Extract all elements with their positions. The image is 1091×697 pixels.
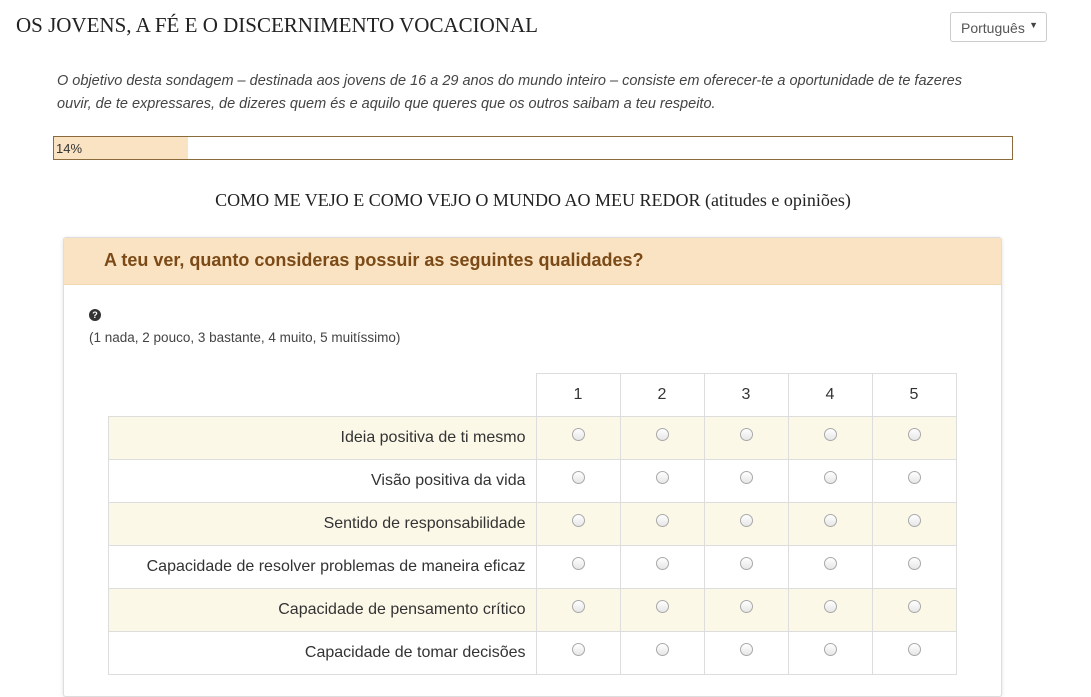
rating-cell[interactable]: [872, 460, 956, 503]
rating-cell[interactable]: [536, 417, 620, 460]
rating-cell[interactable]: [788, 417, 872, 460]
rating-radio[interactable]: [656, 514, 669, 527]
table-row: [109, 589, 957, 632]
rating-radio[interactable]: [824, 471, 837, 484]
rating-cell[interactable]: [704, 503, 788, 546]
rating-cell[interactable]: [704, 546, 788, 589]
rating-cell[interactable]: [620, 503, 704, 546]
rating-cell[interactable]: [872, 589, 956, 632]
rating-cell[interactable]: [620, 589, 704, 632]
matrix-corner: [109, 374, 537, 417]
rating-cell[interactable]: [788, 632, 872, 675]
section-title: COMO ME VEJO E COMO VEJO O MUNDO AO MEU REDOR (atitudes e opiniões): [215, 190, 851, 210]
table-row: [109, 417, 957, 460]
question-card: [63, 237, 1002, 697]
rating-radio[interactable]: [656, 428, 669, 441]
rating-radio[interactable]: [572, 600, 585, 613]
rating-radio[interactable]: [824, 557, 837, 570]
rating-radio[interactable]: [740, 600, 753, 613]
rating-cell[interactable]: [536, 589, 620, 632]
rating-cell[interactable]: [788, 589, 872, 632]
rating-cell[interactable]: [704, 589, 788, 632]
rating-cell[interactable]: [704, 460, 788, 503]
rating-cell[interactable]: [620, 546, 704, 589]
rating-cell[interactable]: [620, 417, 704, 460]
rating-cell[interactable]: [872, 632, 956, 675]
rating-radio[interactable]: [824, 514, 837, 527]
rating-radio[interactable]: [656, 557, 669, 570]
rating-radio[interactable]: [908, 557, 921, 570]
question-title: A teu ver, quanto consideras possuir as seguintes qualidades?: [104, 250, 644, 270]
rating-radio[interactable]: [908, 514, 921, 527]
rating-radio[interactable]: [572, 557, 585, 570]
rating-cell[interactable]: [536, 632, 620, 675]
rating-cell[interactable]: [788, 460, 872, 503]
rating-radio[interactable]: [824, 600, 837, 613]
rating-radio[interactable]: [572, 514, 585, 527]
rating-radio[interactable]: [824, 428, 837, 441]
column-header: 1: [536, 374, 620, 417]
rating-radio[interactable]: [572, 471, 585, 484]
table-row: [109, 632, 957, 675]
row-label: Capacidade de tomar decisões: [109, 632, 537, 675]
matrix-header-row: [109, 374, 957, 417]
rating-radio[interactable]: [572, 643, 585, 656]
rating-cell[interactable]: [620, 460, 704, 503]
question-help-text: (1 nada, 2 pouco, 3 bastante, 4 muito, 5 muitíssimo): [89, 330, 401, 345]
rating-radio[interactable]: [824, 643, 837, 656]
rating-cell[interactable]: [872, 546, 956, 589]
rating-radio[interactable]: [740, 428, 753, 441]
column-header: 5: [872, 374, 956, 417]
column-header: 4: [788, 374, 872, 417]
column-header: 2: [620, 374, 704, 417]
language-select[interactable]: [950, 12, 1047, 42]
rating-cell[interactable]: [536, 546, 620, 589]
rating-matrix: [108, 373, 957, 675]
rating-radio[interactable]: [908, 428, 921, 441]
rating-cell[interactable]: [872, 503, 956, 546]
rating-cell[interactable]: [620, 632, 704, 675]
row-label: Ideia positiva de ti mesmo: [109, 417, 537, 460]
rating-radio[interactable]: [740, 514, 753, 527]
chevron-down-icon: ▼: [1029, 20, 1038, 30]
rating-cell[interactable]: [536, 460, 620, 503]
rating-radio[interactable]: [908, 643, 921, 656]
rating-radio[interactable]: [908, 471, 921, 484]
column-header: 3: [704, 374, 788, 417]
language-select-value: Português: [961, 20, 1025, 36]
rating-radio[interactable]: [656, 471, 669, 484]
survey-title: OS JOVENS, A FÉ E O DISCERNIMENTO VOCACIONAL: [16, 13, 538, 37]
question-circle-icon: ?: [89, 309, 101, 321]
rating-cell[interactable]: [788, 503, 872, 546]
progress-label: 14%: [56, 141, 83, 156]
rating-radio[interactable]: [740, 643, 753, 656]
rating-cell[interactable]: [788, 546, 872, 589]
rating-cell[interactable]: [704, 417, 788, 460]
table-row: [109, 460, 957, 503]
row-label: Capacidade de resolver problemas de maneira eficaz: [109, 546, 537, 589]
rating-radio[interactable]: [572, 428, 585, 441]
table-row: [109, 546, 957, 589]
row-label: Visão positiva da vida: [109, 460, 537, 503]
rating-radio[interactable]: [740, 557, 753, 570]
progress-bar: [53, 136, 1013, 160]
rating-radio[interactable]: [908, 600, 921, 613]
rating-cell[interactable]: [704, 632, 788, 675]
row-label: Capacidade de pensamento crítico: [109, 589, 537, 632]
row-label: Sentido de responsabilidade: [109, 503, 537, 546]
intro-text: O objetivo desta sondagem – destinada aos jovens de 16 a 29 anos do mundo inteiro – consiste em oferecer-te a oportunidade de te fazeres ouvir, de te expressares, de dizeres quem és e aquilo que queres que os outros saibam a teu respeito.: [57, 73, 962, 112]
question-header: [64, 238, 1001, 285]
table-row: [109, 503, 957, 546]
rating-cell[interactable]: [872, 417, 956, 460]
rating-radio[interactable]: [656, 643, 669, 656]
rating-cell[interactable]: [536, 503, 620, 546]
rating-radio[interactable]: [656, 600, 669, 613]
rating-radio[interactable]: [740, 471, 753, 484]
